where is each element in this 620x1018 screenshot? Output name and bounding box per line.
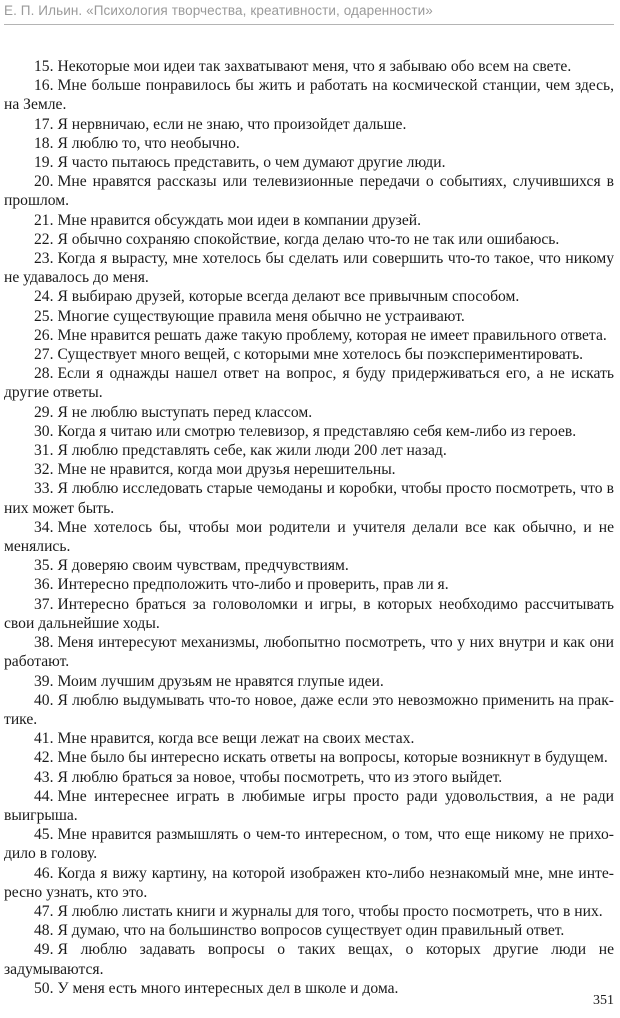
item-number: 24. [34,288,54,306]
running-header [4,2,614,25]
item-number: 42. [34,749,54,767]
item-text: Мне интереснее играть в любимые игры просто ради удовольствия, а не ради выигрыша. [4,787,614,824]
item-text: Многие существующие правила меня обычно не устраивают. [57,307,465,325]
item-text: Когда я вырасту, мне хотелось бы сделать или совершить что-то такое, что никому не удавалось до меня. [4,250,614,287]
item-number: 37. [34,595,54,613]
item-number: 26. [34,326,54,344]
item-text: Меня интересуют механизмы, любопытно посмотреть, что у них внутри и как они работают. [4,634,614,671]
item-text: Я люблю листать книги и журналы для того, чтобы просто посмотреть, что в них. [57,902,603,920]
item-number: 44. [34,787,54,805]
list-item [4,403,614,422]
list-item [4,441,614,460]
item-text: Я люблю браться за новое, чтобы посмотреть, что из этого выйдет. [57,768,503,786]
item-text: Мне больше понравилось бы жить и работать на космической станции, чем здесь, на Земле. [4,77,614,114]
item-number: 28. [34,365,54,383]
list-item [4,864,614,902]
list-item [4,76,614,114]
list-item [4,153,614,172]
list-item [4,345,614,364]
item-number: 41. [34,730,54,748]
list-item [4,249,614,287]
item-text: У меня есть много интересных дел в школе и дома. [57,979,399,997]
list-item [4,633,614,671]
item-text: Мне нравится размышлять о чем-то интересном, о том, что еще никому не приходило в голову. [4,826,614,863]
item-text: Я люблю задавать вопросы о таких вещах, о которых другие люди не задумываются. [4,941,614,978]
list-item [4,422,614,441]
item-text: Мне нравятся рассказы или телевизионные передачи о событиях, случившихся в прошлом. [4,173,614,210]
list-item [4,460,614,479]
list-item [4,787,614,825]
page-number: 351 [593,993,614,1008]
item-number: 43. [34,768,54,786]
list-item [4,172,614,210]
item-number: 19. [34,154,54,172]
item-number: 36. [34,576,54,594]
item-text: Мне было бы интересно искать ответы на вопросы, которые возникнут в будущем. [57,749,608,767]
list-item [4,672,614,691]
item-number: 49. [34,941,54,959]
item-text: Некоторые мои идеи так захватывают меня, что я забываю обо всем на свете. [57,58,572,75]
list-item [4,134,614,153]
item-text: Когда я вижу картину, на которой изображен кто-либо незнакомый мне, мне интересно узнать, кто это. [4,864,614,901]
item-number: 46. [34,864,54,882]
item-number: 31. [34,442,54,460]
item-number: 39. [34,672,54,690]
item-number: 17. [34,115,54,133]
item-number: 16. [34,77,54,95]
item-text: Мне нравится обсуждать мои идеи в компании друзей. [57,211,421,229]
item-number: 50. [34,979,54,997]
list-item [4,921,614,940]
item-number: 20. [34,173,54,191]
item-number: 27. [34,346,54,364]
item-number: 38. [34,634,54,652]
item-text: Интересно браться за головоломки и игры, в которых необходимо рассчитывать свои дальнейшие ходы. [4,595,614,632]
list-item [4,595,614,633]
item-text: Мне хотелось бы, чтобы мои родители и учителя делали все как обычно, и не менялись. [4,518,614,556]
item-number: 22. [34,230,54,248]
item-text: Я часто пытаюсь представить, о чем думают другие люди. [57,154,446,172]
item-text: Я обычно сохраняю спокойствие, когда делаю что-то не так или ошибаюсь. [57,230,560,248]
item-text: Моим лучшим друзьям не нравятся глупые идеи. [57,672,384,690]
list-item [4,57,614,76]
list-item [4,691,614,729]
item-text: Если я однажды нашел ответ на вопрос, я буду придерживаться его, а не искать другие ответы. [4,365,614,402]
item-text: Я нервничаю, если не знаю, что произойдет дальше. [57,115,407,133]
list-item [4,575,614,594]
list-item [4,230,614,249]
item-text: Я люблю представлять себе, как жили люди 200 лет назад. [57,442,447,460]
item-number: 48. [34,922,54,940]
item-number: 45. [34,826,54,844]
list-item [4,326,614,345]
item-number: 15. [34,58,54,75]
list-item [4,825,614,863]
item-number: 32. [34,461,54,479]
item-text: Я люблю выдумывать что-то новое, даже если это невозможно применить на практике. [4,691,614,728]
item-text: Я доверяю своим чувствам, предчувствиям. [57,557,349,575]
item-text: Я не люблю выступать перед классом. [57,403,313,421]
header-title: Е. П. Ильин. «Психология творчества, креативности, одаренности» [4,3,433,18]
questionnaire-list [4,57,614,998]
item-text: Интересно предположить что-либо и проверить, прав ли я. [57,576,449,594]
item-number: 35. [34,557,54,575]
item-number: 29. [34,403,54,421]
item-text: Я люблю исследовать старые чемоданы и коробки, чтобы просто посмотреть, что в них может быть. [4,480,614,517]
list-item [4,729,614,748]
item-text: Мне не нравится, когда мои друзья нерешительны. [57,461,396,479]
item-number: 40. [34,691,54,709]
item-text: Я люблю то, что необычно. [57,134,240,152]
item-number: 47. [34,902,54,920]
list-item [4,479,614,517]
item-text: Я выбираю друзей, которые всегда делают все привычным способом. [57,288,520,306]
list-item [4,748,614,767]
item-text: Мне нравится решать даже такую проблему, которая не имеет правильного ответа. [57,326,607,344]
item-number: 34. [34,518,54,536]
list-item [4,768,614,787]
item-number: 18. [34,134,54,152]
list-item [4,211,614,230]
list-item [4,979,614,998]
item-number: 33. [34,480,54,498]
list-item [4,307,614,326]
item-number: 23. [34,250,54,268]
list-item [4,940,614,978]
list-item [4,287,614,306]
list-item [4,364,614,402]
item-text: Мне нравится, когда все вещи лежат на своих местах. [57,730,415,748]
item-number: 21. [34,211,54,229]
list-item [4,518,614,556]
item-text: Существует много вещей, с которыми мне хотелось бы поэкспериментировать. [57,346,584,364]
item-text: Когда я читаю или смотрю телевизор, я представляю себя кем-либо из героев. [57,422,577,440]
list-item [4,902,614,921]
list-item [4,556,614,575]
item-text: Я думаю, что на большинство вопросов существует один правильный ответ. [57,922,565,940]
item-number: 25. [34,307,54,325]
item-number: 30. [34,422,54,440]
list-item [4,115,614,134]
